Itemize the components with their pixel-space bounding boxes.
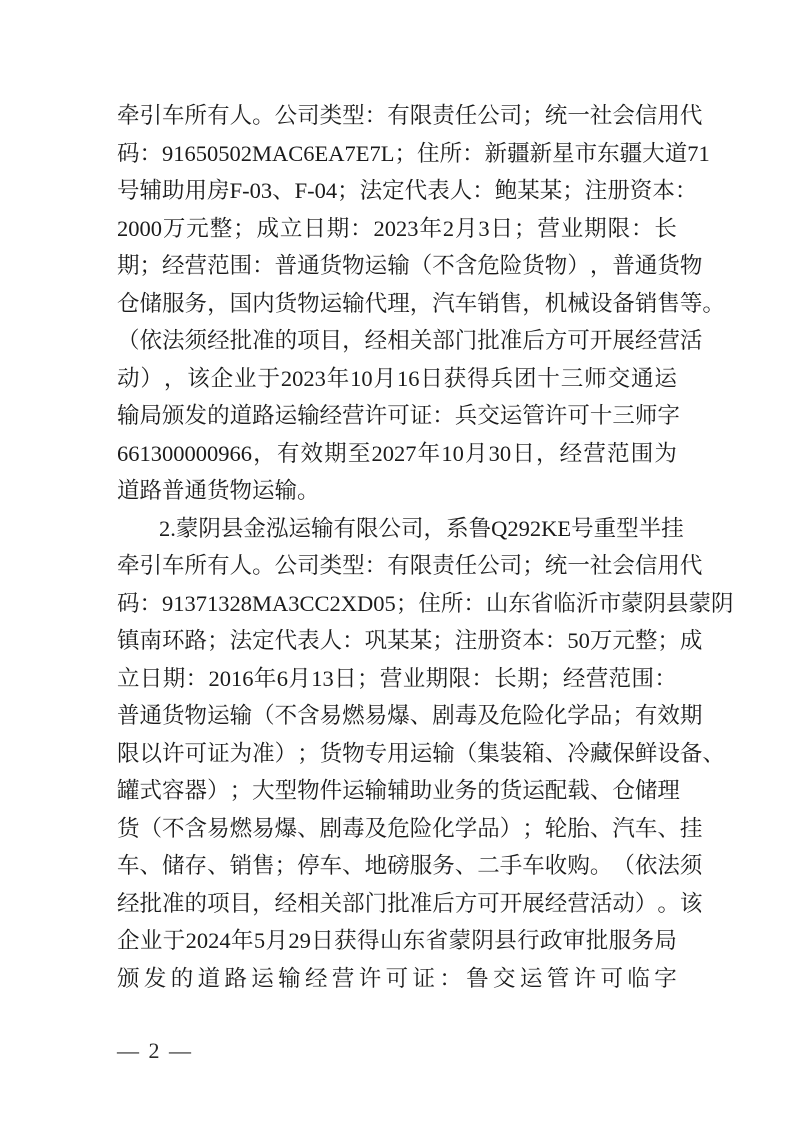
text-line: 牵 引 车 所 有 人 。 公 司 类 型 ： 有 限 责 任 公 司 ； 统 一 社 会 信 用 代 [117,553,703,578]
text-line: 立 日 期 ： 2016 年 6 月 13 日 ； 营 业 期 限 ： 长 期 ； 经 营 范 围 ： [117,665,677,691]
text-line: 2000 万 元 整 ； 成 立 日 期 ： 2023 年 2 月 3 日 ； 营 业 期 限 ： 长 [117,215,677,241]
text-line: 号 辅 助 用 房 F-03 、 F-04 ； 法 定 代 表 人 ： 鲍 某 某 ； 注 册 资 本 ： [117,178,698,203]
text-line: 码 ： 91650502MAC6EA7E7L ； 住 所 ： 新 疆 新 星 市 东 疆 大 道 71 [117,140,710,166]
text-line: 码 ： 91371328MA3CC2XD05 ； 住 所 ： 山 东 省 临 沂 市 蒙 阴 县 蒙 阴 [117,590,734,616]
text-line: 罐 式 容 器 ） ； 大 型 物 件 运 输 辅 助 业 务 的 货 运 配 载 、 仓 储 理 [117,778,680,803]
text-line: 颁 发 的 道 路 运 输 经 营 许 可 证 ： 鲁 交 运 管 许 可 临 字 [117,965,677,991]
text-line: 仓 储 服 务 ， 国 内 货 物 运 输 代 理 ， 汽 车 销 售 ， 机 械 设 备 销 售 等 。 [117,290,725,316]
text-line: 普 通 货 物 运 输 （ 不 含 易 燃 易 爆 、 剧 毒 及 危 险 化 学 品 ； 有 效 期 [117,703,703,728]
document-body [117,97,734,997]
text-line: 企 业 于 2024 年 5 月 29 日 获 得 山 东 省 蒙 阴 县 行 政 审 批 服 务 局 [117,928,677,953]
page-number: — 2 — [117,1038,193,1063]
text-line: 道路普通货物运输。 [117,478,320,503]
text-line: 输 局 颁 发 的 道 路 运 输 经 营 许 可 证 ： 兵 交 运 管 许 可 十 三 师 字 [117,403,680,428]
text-line: 车 、 储 存 、 销 售 ； 停 车 、 地 磅 服 务 、 二 手 车 收 购 。 （ 依 法 须 [117,853,703,878]
text-line: （ 依 法 须 经 批 准 的 项 目 ， 经 相 关 部 门 批 准 后 方 可 开 展 经 营 活 [117,328,703,353]
text-line: 动 ） ， 该 企 业 于 2023 年 10 月 16 日 获 得 兵 团 十 三 师 交 通 运 [117,365,677,391]
text-line: 镇 南 环 路 ； 法 定 代 表 人 ： 巩 某 某 ； 注 册 资 本 ： 50 万 元 整 ； 成 [117,628,703,653]
text-line: 期 ； 经 营 范 围 ： 普 通 货 物 运 输 （ 不 含 危 险 货 物 ） ， 普 通 货 物 [117,253,703,278]
text-line: 限 以 许 可 证 为 准 ） ； 货 物 专 用 运 输 （ 集 装 箱 、 冷 藏 保 鲜 设 备 、 [117,740,725,766]
text-line: 2. 蒙 阴 县 金 泓 运 输 有 限 公 司 ， 系 鲁 Q292KE 号 重 型 半 挂 [159,515,684,541]
text-line: 661300000966 ， 有 效 期 至 2027 年 10 月 30 日 ， 经 营 范 围 为 [117,440,677,466]
text-line: 牵 引 车 所 有 人 。 公 司 类 型 ： 有 限 责 任 公 司 ； 统 一 社 会 信 用 代 [117,103,703,128]
text-line: 经 批 准 的 项 目 ， 经 相 关 部 门 批 准 后 方 可 开 展 经 营 活 动 ） 。 该 [117,890,703,916]
text-line: 货 （ 不 含 易 燃 易 爆 、 剧 毒 及 危 险 化 学 品 ） ； 轮 胎 、 汽 车 、 挂 [117,815,703,841]
